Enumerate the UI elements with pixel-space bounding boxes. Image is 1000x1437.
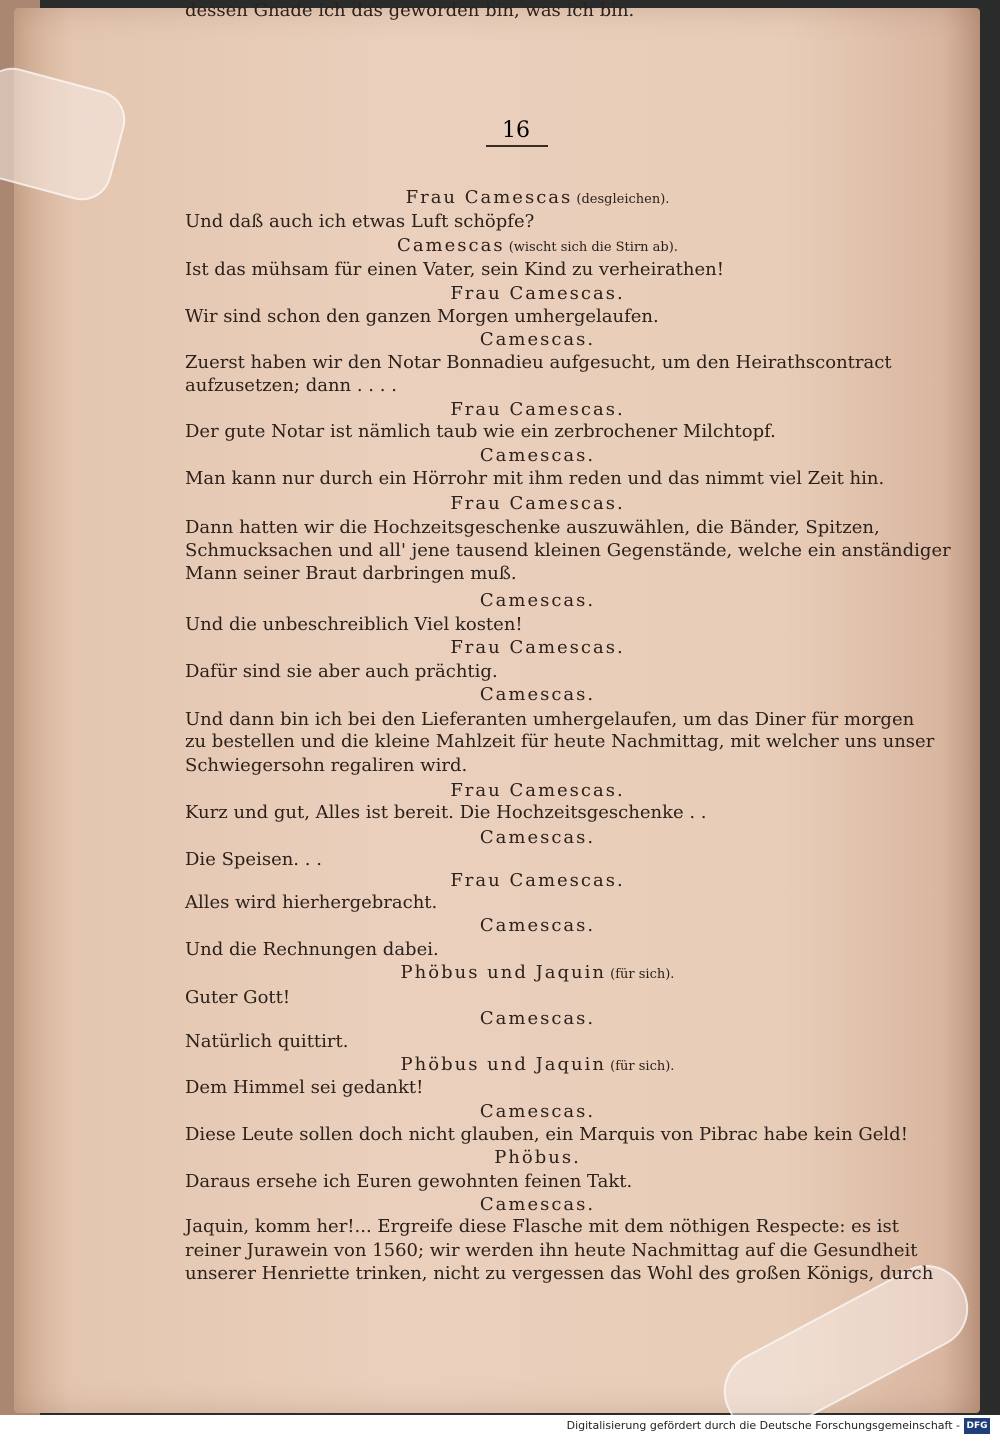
speaker-heading bbox=[185, 187, 890, 211]
speaker-heading bbox=[185, 870, 890, 892]
speech-text: Schmucksachen und all' jene tausend kleinen Gegenstände, welche ein anständiger bbox=[185, 540, 951, 561]
speech-line bbox=[185, 709, 915, 731]
speech-line bbox=[185, 614, 890, 636]
speech-line bbox=[185, 1216, 900, 1238]
speech-line bbox=[185, 517, 890, 539]
speaker-heading bbox=[185, 445, 890, 467]
speech-text: zu bestellen und die kleine Mahlzeit für heute Nachmittag, mit welcher uns unser bbox=[185, 731, 935, 752]
speech-line bbox=[185, 375, 890, 397]
speech-text: Guter Gott! bbox=[185, 987, 291, 1008]
speech-text: Ist das mühsam für einen Vater, sein Kind zu verheirathen! bbox=[185, 259, 724, 280]
speaker-heading bbox=[185, 1147, 890, 1169]
speech-text: Man kann nur durch ein Hörrohr mit ihm reden und das nimmt viel Zeit hin. bbox=[185, 468, 885, 489]
speech-line bbox=[185, 540, 951, 562]
speech-line bbox=[185, 1263, 934, 1285]
speech-line bbox=[185, 1124, 908, 1146]
footer-bar bbox=[0, 1415, 1000, 1437]
speech-line bbox=[185, 1240, 918, 1262]
stage-direction: (desgleichen). bbox=[572, 192, 670, 207]
speaker-name: Camescas. bbox=[479, 684, 596, 705]
dfg-logo[interactable]: DFG bbox=[964, 1418, 990, 1434]
speaker-name: Frau Camescas. bbox=[450, 780, 625, 801]
speech-line bbox=[185, 563, 890, 585]
speech-text: Dann hatten wir die Hochzeitsgeschenke auszuwählen, die Bänder, Spitzen, bbox=[185, 517, 880, 538]
speaker-name: Frau Camescas. bbox=[450, 637, 625, 658]
speaker-name: Camescas. bbox=[479, 445, 596, 466]
speaker-name: Frau Camescas. bbox=[450, 283, 625, 304]
speaker-name: Phöbus. bbox=[494, 1147, 581, 1168]
speaker-heading bbox=[185, 235, 890, 259]
speaker-heading bbox=[185, 283, 890, 305]
speech-text: dessen Gnade ich das geworden bin, was ich bin. bbox=[185, 0, 635, 21]
speech-line bbox=[185, 421, 890, 443]
speaker-heading bbox=[185, 780, 890, 802]
stage-direction: (wischt sich die Stirn ab). bbox=[504, 240, 678, 255]
speech-line bbox=[185, 1031, 890, 1053]
speech-line bbox=[185, 1077, 890, 1099]
speech-line bbox=[185, 468, 890, 490]
speaker-heading bbox=[185, 962, 890, 986]
speaker-heading bbox=[185, 915, 890, 937]
speech-text: Schwiegersohn regaliren wird. bbox=[185, 755, 468, 776]
speaker-heading bbox=[185, 329, 890, 351]
speech-line bbox=[185, 939, 890, 961]
speech-line bbox=[185, 849, 890, 871]
speech-text: Zuerst haben wir den Notar Bonnadieu aufgesucht, um den Heirathscontract bbox=[185, 352, 892, 373]
speaker-heading bbox=[185, 1008, 890, 1030]
speaker-name: Camescas. bbox=[479, 915, 596, 936]
speech-text: aufzusetzen; dann . . . . bbox=[185, 375, 397, 396]
speech-text: unserer Henriette trinken, nicht zu vergessen das Wohl des großen Königs, durch bbox=[185, 1263, 934, 1284]
speaker-name: Camescas. bbox=[479, 1101, 596, 1122]
speech-line bbox=[185, 352, 890, 374]
speech-text: Mann seiner Braut darbringen muß. bbox=[185, 563, 517, 584]
speech-line bbox=[185, 259, 890, 281]
footer-credit: Digitalisierung gefördert durch die Deutsche Forschungsgemeinschaft - bbox=[566, 1419, 960, 1432]
speech-text: Die Speisen. . . bbox=[185, 849, 322, 870]
speaker-heading bbox=[185, 637, 890, 659]
stage-direction: (für sich). bbox=[606, 967, 675, 982]
speaker-name: Camescas. bbox=[479, 1008, 596, 1029]
speaker-heading bbox=[185, 399, 890, 421]
speech-line bbox=[185, 1171, 890, 1193]
speech-line bbox=[185, 306, 890, 328]
speaker-name: Phöbus und Jaquin bbox=[400, 962, 607, 983]
speaker-name: Phöbus und Jaquin bbox=[400, 1054, 607, 1075]
speech-line bbox=[185, 661, 890, 683]
speaker-heading bbox=[185, 1054, 890, 1078]
speaker-name: Frau Camescas. bbox=[450, 399, 625, 420]
speech-text: Dem Himmel sei gedankt! bbox=[185, 1077, 424, 1098]
speech-line bbox=[185, 802, 890, 824]
speech-text: Wir sind schon den ganzen Morgen umhergelaufen. bbox=[185, 306, 659, 327]
speech-text: Natürlich quittirt. bbox=[185, 1031, 349, 1052]
speaker-name: Camescas. bbox=[479, 827, 596, 848]
speaker-heading bbox=[185, 1101, 890, 1123]
speech-text: Und daß auch ich etwas Luft schöpfe? bbox=[185, 211, 535, 232]
speech-text: Alles wird hierhergebracht. bbox=[185, 892, 438, 913]
speaker-heading bbox=[185, 684, 890, 706]
speech-text: reiner Jurawein von 1560; wir werden ihn heute Nachmittag auf die Gesundheit bbox=[185, 1240, 918, 1261]
stage-direction: (für sich). bbox=[606, 1059, 675, 1074]
speaker-name: Camescas bbox=[397, 235, 505, 256]
speech-text: Jaquin, komm her!... Ergreife diese Flasche mit dem nöthigen Respecte: es ist bbox=[185, 1216, 900, 1237]
speaker-name: Frau Camescas bbox=[405, 187, 573, 208]
speech-text: Dafür sind sie aber auch prächtig. bbox=[185, 661, 498, 682]
speech-text: Der gute Notar ist nämlich taub wie ein zerbrochener Milchtopf. bbox=[185, 421, 776, 442]
speech-text: Und die Rechnungen dabei. bbox=[185, 939, 439, 960]
speech-text: Und die unbeschreiblich Viel kosten! bbox=[185, 614, 523, 635]
speaker-heading bbox=[185, 493, 890, 515]
page-number: 16 bbox=[502, 118, 530, 143]
speaker-name: Camescas. bbox=[479, 590, 596, 611]
speaker-heading bbox=[185, 590, 890, 612]
glass-clip-top bbox=[0, 61, 132, 207]
speech-line bbox=[185, 987, 890, 1009]
speech-line bbox=[185, 731, 935, 753]
speaker-name: Frau Camescas. bbox=[450, 870, 625, 891]
speaker-name: Camescas. bbox=[479, 329, 596, 350]
speaker-heading bbox=[185, 1194, 890, 1216]
speech-line bbox=[185, 755, 890, 777]
speech-text: Kurz und gut, Alles ist bereit. Die Hochzeitsgeschenke . . bbox=[185, 802, 707, 823]
speaker-name: Frau Camescas. bbox=[450, 493, 625, 514]
speaker-heading bbox=[185, 827, 890, 849]
speech-line bbox=[185, 892, 890, 914]
page-number-rule bbox=[486, 145, 548, 147]
speech-line bbox=[185, 0, 890, 22]
speech-text: Und dann bin ich bei den Lieferanten umhergelaufen, um das Diner für morgen bbox=[185, 709, 915, 730]
speaker-name: Camescas. bbox=[479, 1194, 596, 1215]
speech-text: Diese Leute sollen doch nicht glauben, ein Marquis von Pibrac habe kein Geld! bbox=[185, 1124, 908, 1145]
speech-text: Daraus ersehe ich Euren gewohnten feinen Takt. bbox=[185, 1171, 633, 1192]
speech-line bbox=[185, 211, 890, 233]
